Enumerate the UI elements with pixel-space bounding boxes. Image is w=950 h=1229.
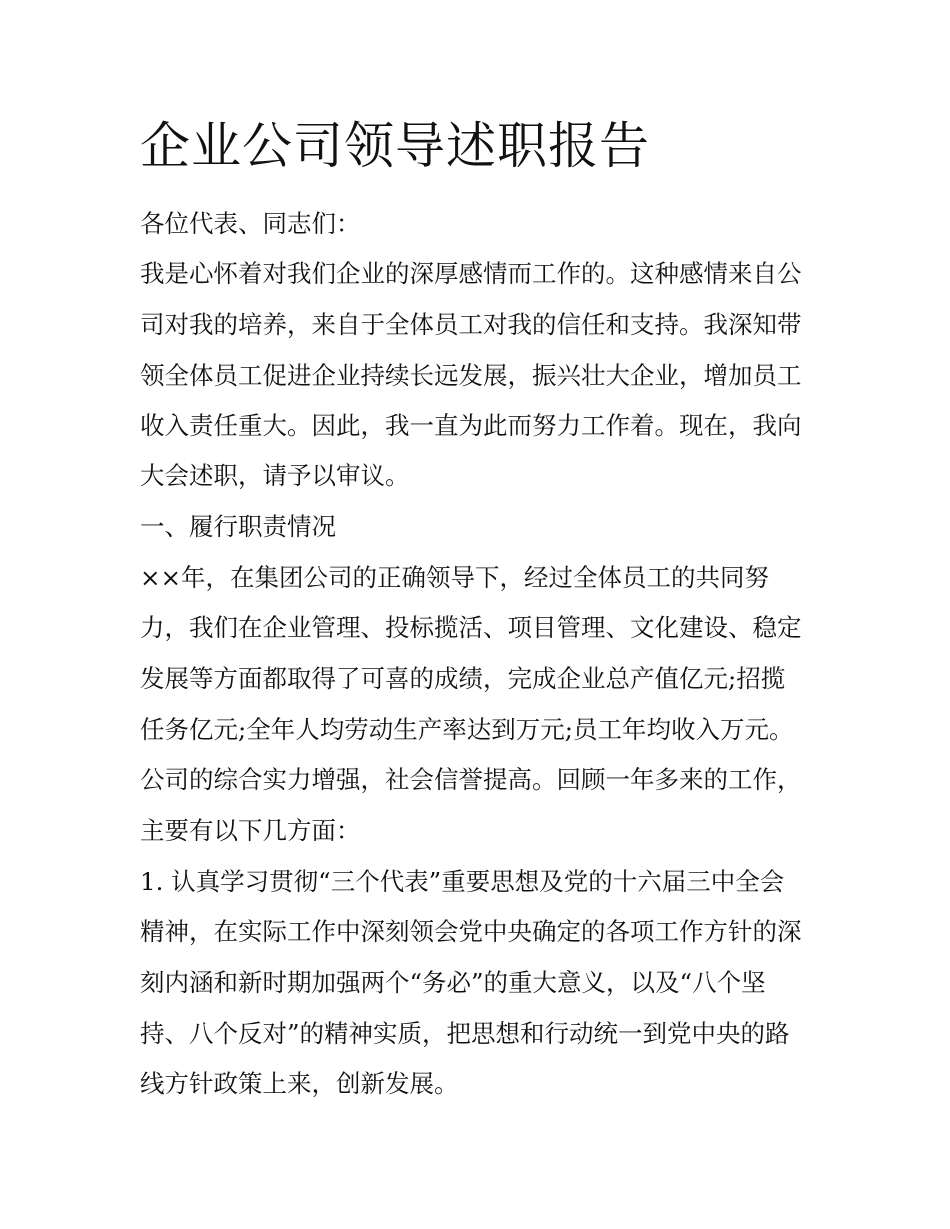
paragraph-line: 大会述职，请予以审议。 <box>140 461 410 490</box>
paragraph-line: 主要有以下几方面： <box>140 816 361 845</box>
paragraph-line: 公司的综合实力增强，社会信誉提高。回顾一年多来的工作， <box>140 765 802 794</box>
paragraph-line: 刻内涵和新时期加强两个“务必”的重大意义，以及“八个坚 <box>140 968 766 997</box>
salutation: 各位代表、同志们： <box>140 209 361 238</box>
paragraph-line: 领全体员工促进企业持续长远发展，振兴壮大企业，增加员工 <box>140 361 802 390</box>
paragraph-line: 持、八个反对”的精神实质，把思想和行动统一到党中央的路 <box>140 1019 790 1048</box>
paragraph-line: 司对我的培养，来自于全体员工对我的信任和支持。我深知带 <box>140 310 802 339</box>
paragraph-line: 力，我们在企业管理、投标揽活、项目管理、文化建设、稳定 <box>140 613 802 642</box>
paragraph-line: 我是心怀着对我们企业的深厚感情而工作的。这种感情来自公 <box>140 259 802 288</box>
paragraph-line: 精神，在实际工作中深刻领会党中央确定的各项工作方针的深 <box>140 917 802 946</box>
paragraph-line: 任务亿元;全年人均劳动生产率达到万元;员工年均收入万元。 <box>140 715 794 744</box>
paragraph-line: 线方针政策上来，创新发展。 <box>140 1069 459 1098</box>
paragraph-line: 发展等方面都取得了可喜的成绩，完成企业总产值亿元;招揽 <box>140 664 786 693</box>
paragraph-line: ××年，在集团公司的正确领导下，经过全体员工的共同努 <box>140 563 770 592</box>
document-title: 企业公司领导述职报告 <box>140 117 650 175</box>
section-heading: 一、履行职责情况 <box>140 512 336 541</box>
paragraph-line: 收入责任重大。因此，我一直为此而努力工作着。现在，我向 <box>140 411 802 440</box>
list-item-line: 1. 认真学习贯彻“三个代表”重要思想及党的十六届三中全会 <box>140 867 785 896</box>
